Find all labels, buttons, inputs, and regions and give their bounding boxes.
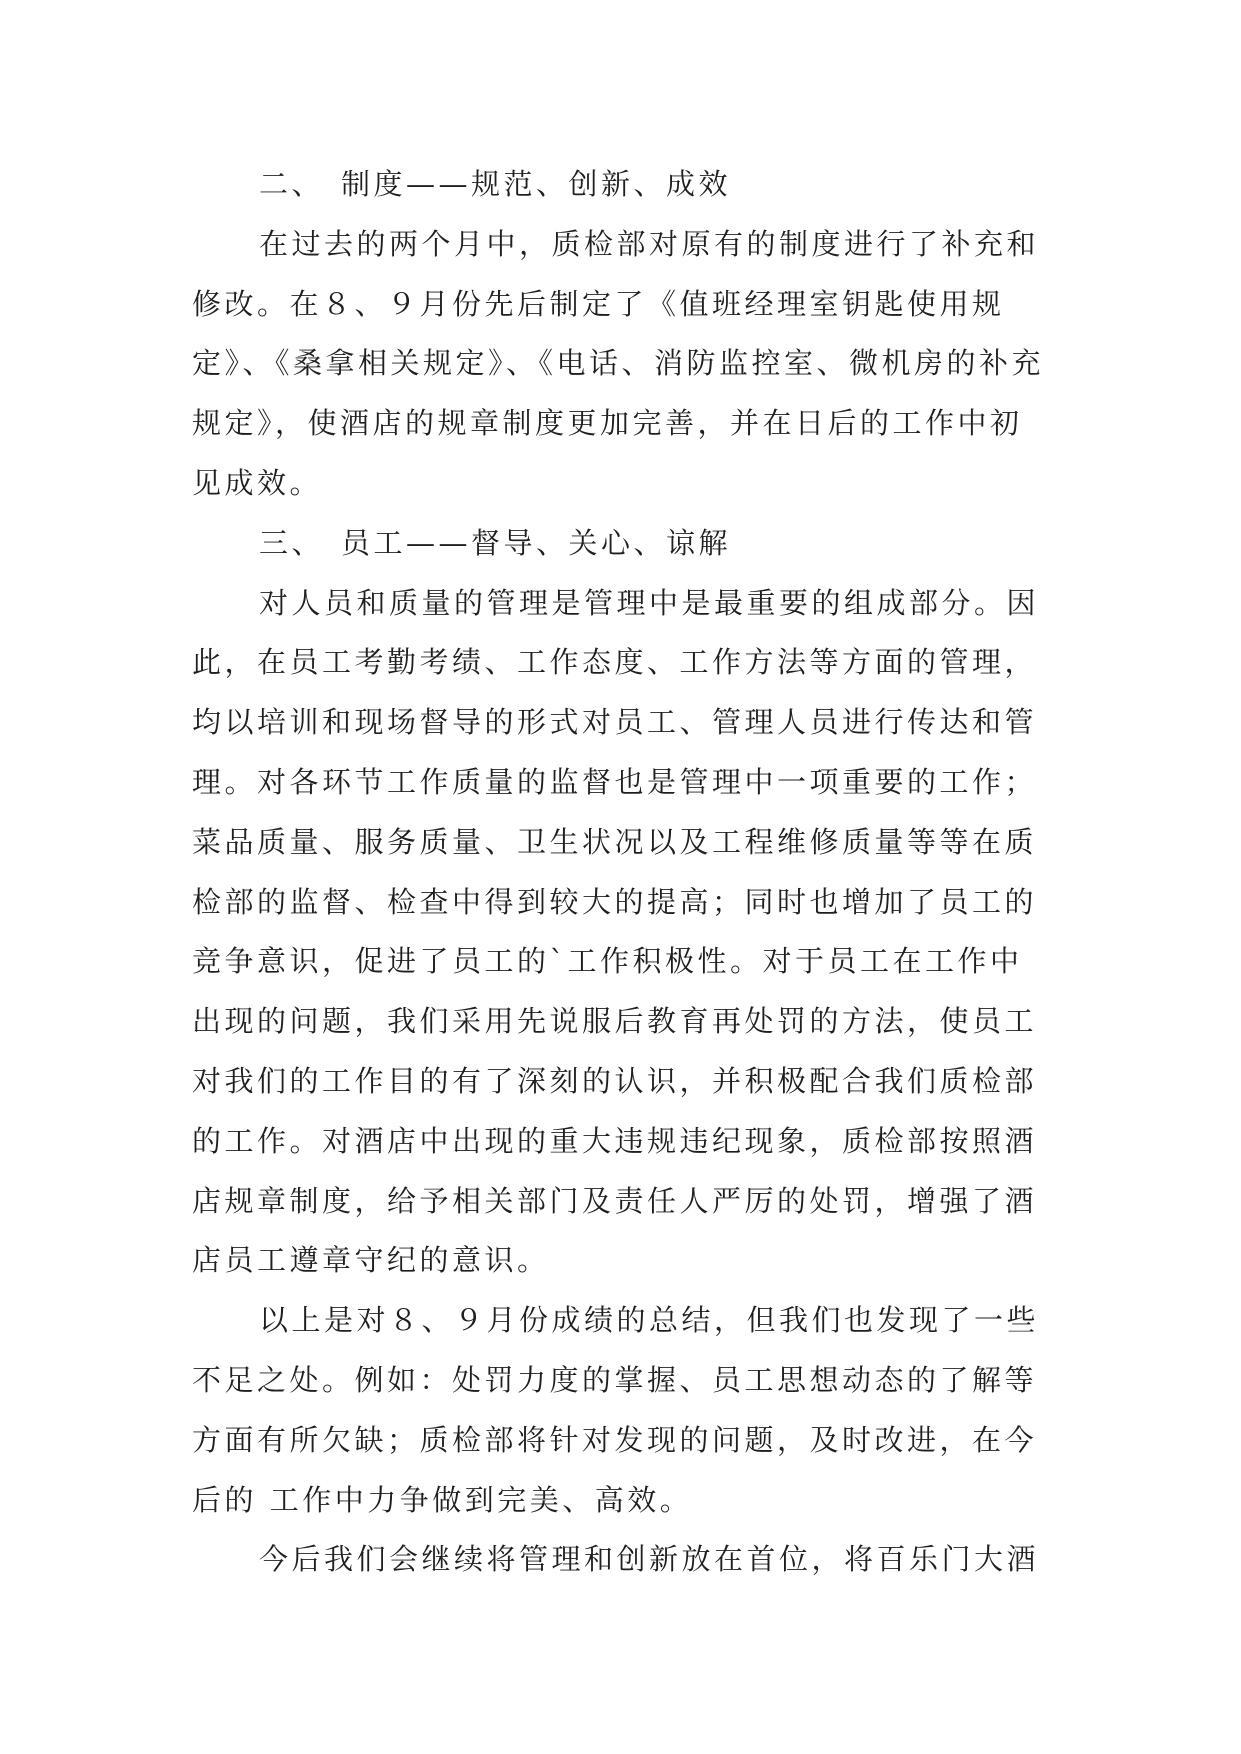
summary-paragraph bbox=[192, 1291, 1050, 1530]
paragraph-line: 均以培训和现场督导的形式对员工、管理人员进行传达和管 bbox=[192, 705, 1038, 740]
paragraph-line: 此，在员工考勤考绩、工作态度、工作方法等方面的管理， bbox=[192, 645, 1038, 680]
paragraph-line: 对我们的工作目的有了深刻的认识，并积极配合我们质检部 bbox=[192, 1063, 1038, 1098]
paragraph-line: 出现的问题，我们采用先说服后教育再处罚的方法，使员工 bbox=[192, 1004, 1038, 1039]
section-3-number: 三、 bbox=[259, 525, 325, 560]
section-3-heading bbox=[192, 514, 1050, 574]
document-page bbox=[192, 155, 1050, 1590]
paragraph-line: 店规章制度，给予相关部门及责任人严厉的处罚，增强了酒 bbox=[192, 1183, 1038, 1218]
section-2-number: 二、 bbox=[259, 167, 325, 201]
closing-paragraph bbox=[192, 1530, 1050, 1590]
section-3-paragraph bbox=[192, 574, 1050, 1292]
paragraph-line: 竞争意识，促进了员工的`工作积极性。对于员工在工作中 bbox=[192, 944, 1023, 979]
paragraph-line: 理。对各环节工作质量的监督也是管理中一项重要的工作； bbox=[192, 764, 1038, 799]
paragraph-line: 规定》，使酒店的规章制度更加完善，并在日后的工作中初 bbox=[192, 406, 1023, 441]
paragraph-line: 检部的监督、检查中得到较大的提高；同时也增加了员工的 bbox=[192, 884, 1038, 919]
paragraph-line: 对人员和质量的管理是管理中是最重要的组成部分。因 bbox=[259, 585, 1040, 620]
section-2-title: 制度——规范、创新、成效 bbox=[341, 167, 732, 201]
paragraph-line: 以上是对８、９月份成绩的总结，但我们也发现了一些 bbox=[259, 1303, 1040, 1338]
paragraph-line: 方面有所欠缺；质检部将针对发现的问题，及时改进，在今 bbox=[192, 1422, 1038, 1457]
paragraph-line: 见成效。 bbox=[192, 465, 323, 500]
paragraph-line: 不足之处。例如：处罚力度的掌握、员工思想动态的了解等 bbox=[192, 1362, 1038, 1397]
paragraph-line: 在过去的两个月中，质检部对原有的制度进行了补充和 bbox=[259, 226, 1040, 261]
paragraph-line: 后的 工作中力争做到完美、高效。 bbox=[192, 1482, 693, 1517]
paragraph-line: 修改。在８、９月份先后制定了《值班经理室钥匙使用规 bbox=[192, 286, 1005, 321]
section-2-paragraph bbox=[192, 215, 1050, 514]
paragraph-line: 定》、《桑拿相关规定》、《电话、消防监控室、微机房的补充 bbox=[192, 346, 1045, 381]
section-3-title: 员工——督导、关心、谅解 bbox=[341, 525, 732, 560]
section-2-heading bbox=[192, 155, 1050, 215]
paragraph-line: 的工作。对酒店中出现的重大违规违纪现象，质检部按照酒 bbox=[192, 1123, 1038, 1158]
paragraph-line: 店员工遵章守纪的意识。 bbox=[192, 1243, 550, 1278]
paragraph-line: 菜品质量、服务质量、卫生状况以及工程维修质量等等在质 bbox=[192, 824, 1038, 859]
paragraph-line: 今后我们会继续将管理和创新放在首位，将百乐门大酒 bbox=[259, 1542, 1040, 1577]
